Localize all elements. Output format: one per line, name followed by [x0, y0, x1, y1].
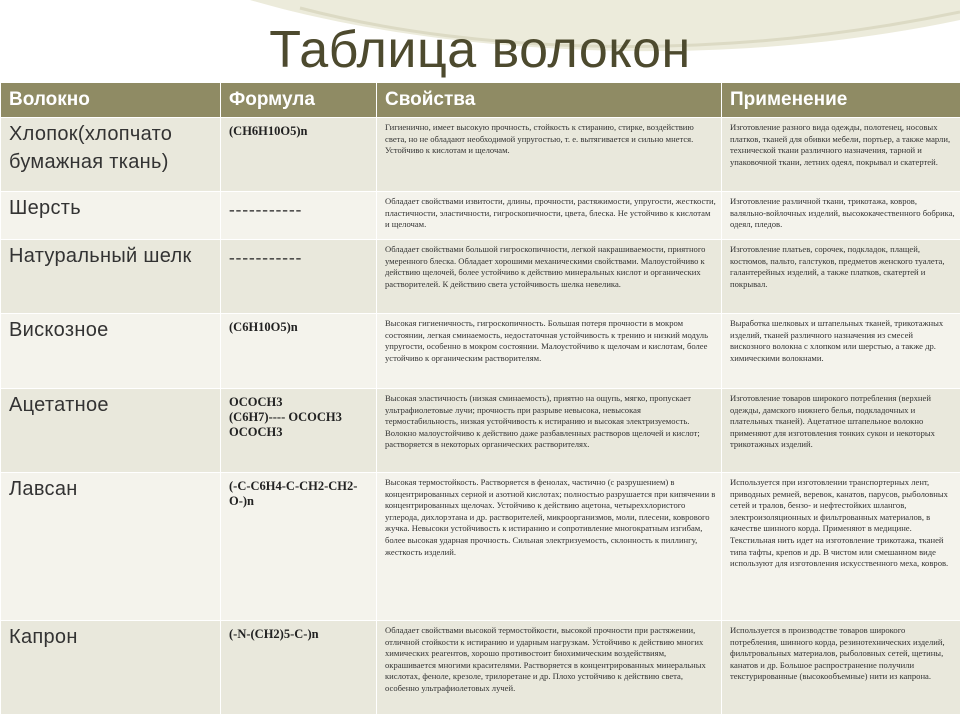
fiber-name: Капрон — [1, 621, 221, 715]
formula-dashes: ----------- — [229, 248, 303, 267]
fiber-formula: (C6H10O5)n — [221, 314, 377, 389]
formula-dashes: ----------- — [229, 200, 303, 219]
fiber-name: Лавсан — [1, 473, 221, 621]
fiber-application: Изготовление различной ткани, трикотажа, ковров, валяльно-войлочных изделий, высококачественного бобрика, одеял, пледов. — [722, 192, 960, 240]
fiber-name: Ацетатное — [1, 389, 221, 473]
table-row — [1, 473, 960, 621]
slide-title: Таблица волокон — [269, 21, 691, 79]
fiber-properties: Высокая гигиеничность, гигроскопичность. Большая потеря прочности в мокром состоянии, легкая сминаемость, недостаточная устойчивость к трению и низкий модуль упругости, особенно в мокром состоянии. Малоустойчиво к щелочам и кислотам, более устойчиво к органическим растворителям. — [377, 314, 722, 389]
fiber-table — [0, 82, 960, 715]
fiber-application: Изготовление разного вида одежды, полотенец, носовых платков, тканей для обивки мебели, портьер, а также марли, технической ткани различного назначения, тарной и упаковочной ткани, летних одеял, покрывал и скатертей. — [722, 118, 960, 192]
fiber-formula: (-N-(CH2)5-C-)n — [221, 621, 377, 715]
table-row — [1, 240, 960, 314]
table-header-row — [1, 83, 960, 118]
fiber-properties: Высокая термостойкость. Растворяется в фенолах, частично (с разрушением) в концентрированных серной и азотной кислотах; полностью разрушается при кипячении в концентрированных щелочах. Устойчиво к действию ацетона, четыреххлористого углерода, дихлорэтана и др. растворителей, микроорганизмов, моли, плесени, коврового жучка. Невысоки устойчивость к истиранию и сопротивление многократным изгибам, более высокая ударная прочность. Сильная электризуемость, склонность к пиллингу, жесткость изделий. — [377, 473, 722, 621]
fiber-formula — [221, 192, 377, 240]
fiber-name: Вискозное — [1, 314, 221, 389]
fiber-name: Шерсть — [1, 192, 221, 240]
fiber-properties: Гигиенично, имеет высокую прочность, стойкость к стиранию, стирке, воздействию света, но не обладают необходимой упругостью, т. е. вытягивается и сильно мнется. Устойчиво к кислотам и щелочам. — [377, 118, 722, 192]
fiber-formula: (-C-C6H4-C-CH2-CH2-O-)n — [221, 473, 377, 621]
table-row — [1, 621, 960, 715]
fiber-properties: Высокая эластичность (низкая сминаемость), приятно на ощупь, мягко, пропускает ультрафиолетовые лучи; прочность при разрыве невысока, невысокая термостабильность, низкая устойчивость к истиранию и высокая электризуемость. Волокно малоустойчиво к действию даже разбавленных растворов щелочей и кислот; растворяется в некоторых органических растворителях. — [377, 389, 722, 473]
fiber-formula — [221, 240, 377, 314]
fiber-properties: Обладает свойствами большой гигроскопичности, легкой накрашиваемости, приятного умеренного блеска. Обладает хорошими механическими свойствами. Малоустойчиво к действию щелочей, более устойчиво к действию минеральных кислот и органических растворителей. К действию света устойчивость шелка невелика. — [377, 240, 722, 314]
fiber-properties: Обладает свойствами высокой термостойкости, высокой прочности при растяжении, отличной стойкости к истиранию и ударным нагрузкам. Устойчиво к действию многих химических реагентов, хорошо противостоит биохимическим воздействиям, окрашивается многими красителями. Растворяется в концентрированных минеральных кислотах, феноле, крезоле, трилоретане и др. Плохо устойчиво к действию света, особенно ультрафиолетовых лучей. — [377, 621, 722, 715]
header-fiber: Волокно — [1, 83, 221, 118]
fiber-properties: Обладает свойствами извитости, длины, прочности, растяжимости, упругости, жесткости, пластичности, эластичности, гигроскопичности, цвета, блеска. Не устойчиво к кислотам и щелочам. — [377, 192, 722, 240]
fiber-application: Выработка шелковых и штапельных тканей, трикотажных изделий, тканей различного назначения из смесей вискозного волокна с хлопком или шерстью, а также др. химическими волокнами. — [722, 314, 960, 389]
table-row — [1, 389, 960, 473]
header-formula: Формула — [221, 83, 377, 118]
fiber-name: Натуральный шелк — [1, 240, 221, 314]
table-row — [1, 314, 960, 389]
fiber-name: Хлопок(хлопчато бумажная ткань) — [1, 118, 221, 192]
fiber-application: Используется при изготовлении транспортерных лент, приводных ремней, веревок, канатов, парусов, рыболовных сетей и тралов, бензо- и нефтестойких шлангов, электроизоляционных и фильтрованных материалов, в качестве шинного корда. Применяют в медицине. Текстильная нить идет на изготовление трикотажа, тканей типа тафты, крепов и др. В чистом или смешанном виде используют для изготовления искусственного меха, ковров. — [722, 473, 960, 621]
header-application: Применение — [722, 83, 960, 118]
fiber-formula: OCOCH3 (C6H7)---- OCOCH3 OCOCH3 — [221, 389, 377, 473]
fiber-application: Используется в производстве товаров широкого потребления, шинного корда, резинотехнических изделий, фильтровальных материалов, рыболовных сетей, щетины, канатов и др. Большое распространение получили текстурированные (высокообъемные) нити из капрона. — [722, 621, 960, 715]
fiber-application: Изготовление товаров широкого потребления (верхней одежды, дамского нижнего белья, подкладочных и плательных тканей). Ацетатное штапельное волокно применяют для изготовления тонких сукон и некоторых трикотажных изделий. — [722, 389, 960, 473]
fiber-formula: (CH6H10O5)n — [221, 118, 377, 192]
table-row — [1, 192, 960, 240]
header-properties: Свойства — [377, 83, 722, 118]
table-row — [1, 118, 960, 192]
fiber-application: Изготовление платьев, сорочек, подкладок, плащей, костюмов, пальто, галстуков, предметов женского туалета, галантерейных изделий, а также платков, скатертей и покрывал. — [722, 240, 960, 314]
